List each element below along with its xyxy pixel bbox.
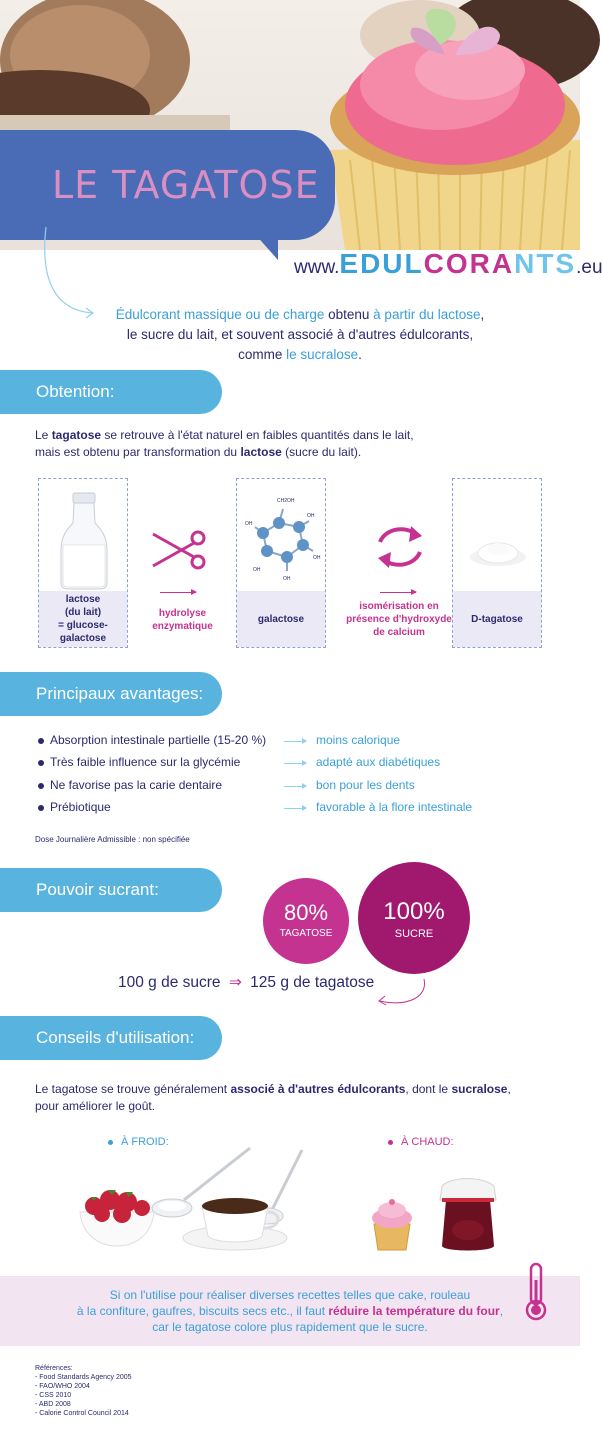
section-heading-usage: Conseils d'utilisation: — [0, 1016, 222, 1060]
cold-label: À FROID: — [108, 1136, 169, 1148]
section-heading-advantages: Principaux avantages: — [0, 672, 222, 716]
tagatose-label: TAGATOSE — [279, 928, 333, 939]
site-url[interactable] — [294, 248, 603, 280]
step-d-tagatose — [452, 478, 542, 648]
cold-serving-images — [72, 1140, 342, 1255]
advantage-row: Ne favorise pas la carie dentaire bon pour les dents — [38, 778, 538, 796]
lactose-label: lactose — [65, 594, 101, 605]
process-hydrolysis: hydrolyse enzymatique — [152, 608, 213, 632]
svg-text:OH: OH — [307, 513, 315, 519]
molecule-icon — [243, 493, 321, 583]
advantage-row: Absorption intestinale partielle (15-20 %) moins calorique — [38, 733, 538, 751]
hot-label: À CHAUD: — [388, 1136, 454, 1148]
site-suffix: .eu — [576, 257, 603, 278]
advantage-row: Très faible influence sur la glycémie adapté aux diabétiques — [38, 755, 538, 773]
powder-icon — [467, 529, 529, 569]
svg-text:OH: OH — [253, 567, 261, 573]
section-heading-obtention: Obtention: — [0, 370, 222, 414]
hot-serving-images — [362, 1170, 512, 1255]
step-galactose — [236, 478, 326, 648]
usage-text: Le tagatose se trouve généralement associé à d'autres édulcorants, dont le sucralose, pour améliorer le goût. — [35, 1082, 511, 1113]
scissors-icon — [150, 530, 210, 570]
sweetening-equation: 100 g de sucre ⇒ 125 g de tagatose — [118, 974, 375, 991]
title-bubble-tail — [238, 215, 278, 260]
arrow-icon — [284, 763, 306, 764]
brand-logo: EDULCORANTS — [339, 248, 577, 279]
dja-note: Dose Journalière Admissible : non spécifiée — [35, 835, 190, 844]
arrow-icon — [380, 592, 416, 593]
arrow-icon — [160, 592, 196, 593]
svg-text:OH: OH — [245, 521, 253, 527]
tip-text: Si on l'utilise pour réaliser diverses recettes telles que cake, rouleau à la confiture, gaufres, biscuits secs etc., il faut réduire la température du four, car le tagatose colore plus rapidement que le sucre. — [76, 1288, 504, 1334]
galactose-label: galactose — [237, 591, 325, 647]
d-tagatose-label: D-tagatose — [453, 591, 541, 647]
references: Références: - Food Standards Agency 2005 - FAO/WHO 2004 - CSS 2010 - ABD 2008 - Calorie Control Council 2014 — [35, 1365, 132, 1417]
process-isomerisation: isomérisation en présence d'hydroxyde de calcium — [346, 601, 452, 638]
step-lactose — [38, 478, 128, 648]
milk-bottle-icon — [59, 493, 109, 589]
intro-text: Édulcorant massique ou de charge obtenu à partir du lactose, le sucre du lait, et souvent associé à d'autres édulcorants, comme le sucralose. — [115, 307, 485, 362]
svg-text:CH2OH: CH2OH — [277, 498, 295, 504]
thermometer-icon — [522, 1262, 550, 1322]
section-heading-sweetening: Pouvoir sucrant: — [0, 868, 222, 912]
site-prefix: www. — [294, 257, 340, 278]
tagatose-percent: 80% — [283, 900, 329, 925]
svg-text:OH: OH — [283, 576, 291, 582]
curved-arrow-icon — [370, 975, 430, 1011]
obtention-text: Le tagatose se retrouve à l'état naturel en faibles quantités dans le lait, mais est obtenu par transformation du lactose (sucre du lait). — [35, 428, 414, 459]
tagatose-circle — [263, 878, 349, 964]
cycle-icon — [368, 522, 432, 572]
page-title: LE TAGATOSE — [52, 163, 320, 207]
sugar-circle — [358, 862, 470, 974]
sugar-label: SUCRE — [394, 928, 434, 940]
lactose-composition: = glucose-galactose — [58, 620, 108, 644]
arrow-icon — [284, 808, 306, 809]
arrow-icon — [284, 741, 306, 742]
advantage-row: Prébiotique favorable à la flore intestinale — [38, 800, 538, 818]
svg-text:OH: OH — [313, 555, 321, 561]
sugar-percent: 100% — [383, 898, 445, 925]
arrow-icon — [284, 786, 306, 787]
lactose-source: (du lait) — [64, 607, 102, 618]
